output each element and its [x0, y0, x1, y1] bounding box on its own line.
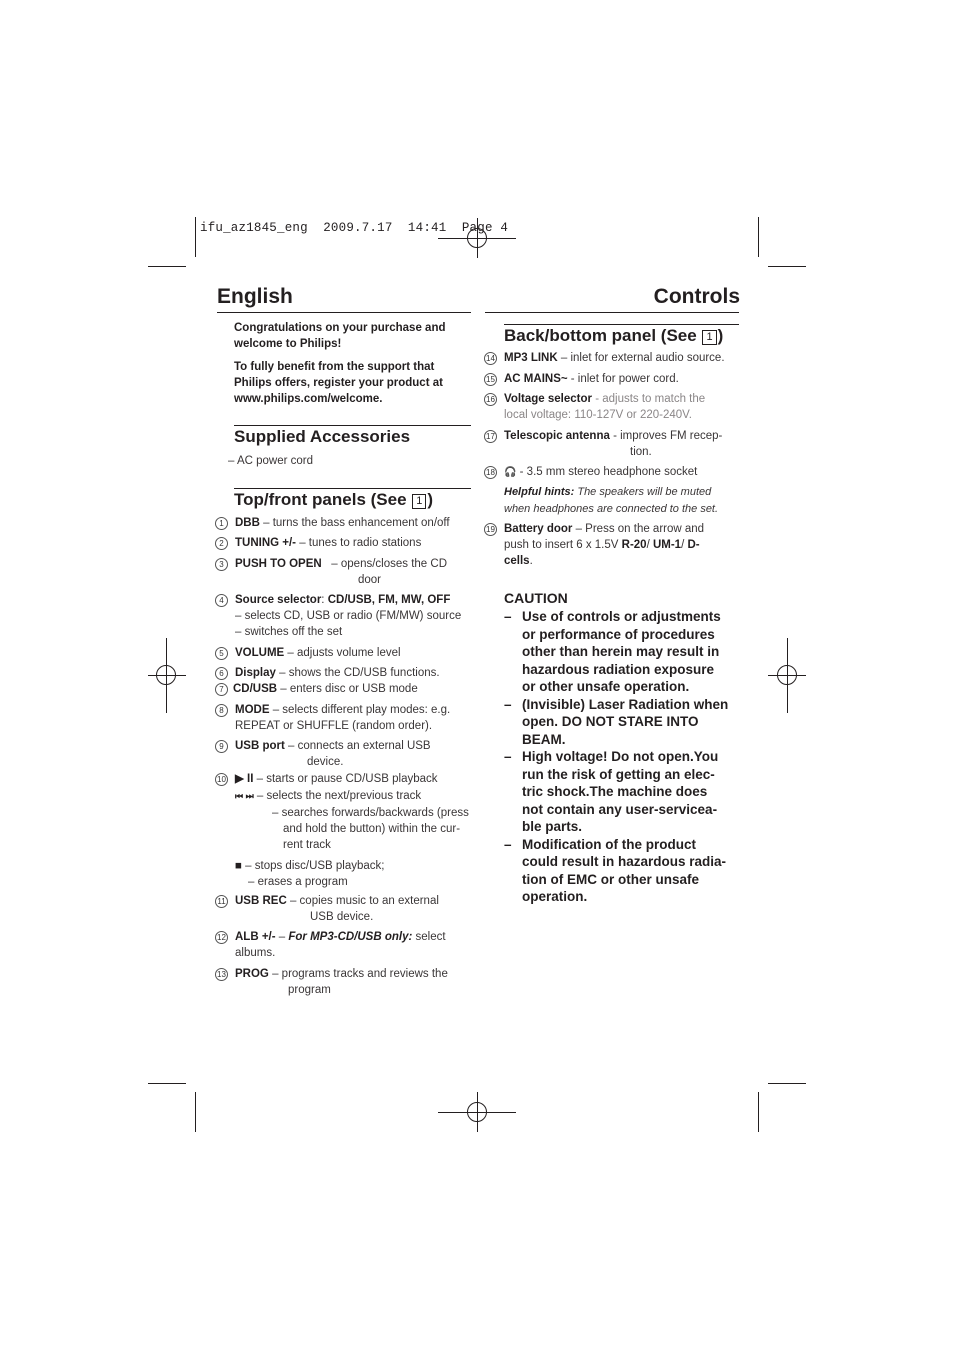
control-desc-cont: USB device. [310, 911, 374, 923]
title-rule-left [217, 312, 471, 313]
caution-line: ble parts. [522, 819, 583, 834]
caution-line: tion of EMC or other unsafe [522, 871, 699, 887]
control-item [504, 464, 697, 481]
control-item [235, 515, 450, 531]
battery-r20: R-20 [621, 539, 647, 551]
callout-number: 10 [215, 773, 228, 786]
control-item [235, 771, 438, 787]
control-name: Telescopic antenna [504, 430, 610, 442]
crop-mark [758, 1092, 759, 1132]
control-item [504, 391, 705, 407]
callout-number: 14 [484, 352, 497, 365]
print-header: ifu_az1845_eng 2009.7.17 14:41 Page 4 [200, 221, 509, 235]
control-name: VOLUME [235, 647, 285, 659]
control-item [235, 556, 447, 572]
control-desc: – copies music to an external [289, 895, 439, 907]
stop-desc: – stops disc/USB playback; [245, 860, 385, 872]
crop-mark [768, 1083, 806, 1084]
skip-desc-4: rent track [283, 839, 331, 851]
heading-text: Back/bottom panel (See [504, 326, 697, 345]
registration-line [787, 638, 788, 713]
battery-desc: push to insert 6 x 1.5V [504, 539, 619, 551]
control-desc: – inlet for external audio source. [560, 352, 725, 364]
control-name: AC MAINS~ [504, 373, 568, 385]
control-desc: – enters disc or USB mode [280, 683, 418, 695]
caution-dash: – [504, 836, 512, 852]
control-desc-cont: program [288, 984, 331, 996]
control-name: ALB +/- [235, 931, 276, 943]
caution-line: other than herein may result in [522, 644, 720, 659]
control-desc: – programs tracks and reviews the [272, 968, 448, 980]
callout-number: 18 [484, 466, 497, 479]
caution-line: run the risk of getting an elec- [522, 766, 715, 782]
supplied-item: – AC power cord [228, 455, 314, 467]
control-item [235, 592, 450, 608]
crop-mark [768, 266, 806, 267]
top-front-panels-heading [234, 490, 433, 510]
control-name: DBB [235, 517, 260, 529]
control-name-options: CD/USB, FM, MW, OFF [327, 594, 451, 606]
battery-d: D- [687, 539, 700, 551]
control-desc-italic: For MP3-CD/USB only: [288, 931, 413, 943]
caution-dash: – [504, 749, 512, 764]
control-item [235, 535, 421, 551]
caution-line: (Invisible) Laser Radiation when [522, 696, 729, 712]
caution-line: could result in hazardous radia- [522, 854, 727, 869]
registration-line [148, 675, 186, 676]
section-rule [504, 324, 739, 325]
section-rule [234, 425, 471, 426]
callout-number: 4 [215, 594, 228, 607]
crop-mark [195, 1092, 196, 1132]
control-desc-cont: REPEAT or SHUFFLE (random order). [235, 720, 433, 732]
skip-desc: – selects the next/previous track [256, 790, 422, 802]
control-item [235, 665, 440, 681]
control-desc-cont: cells. [504, 555, 533, 567]
callout-number: 9 [215, 740, 228, 753]
control-desc: - 3.5 mm stereo headphone socket [519, 466, 698, 478]
caution-heading: CAUTION [504, 590, 568, 606]
figure-ref: 1 [702, 330, 716, 345]
crop-mark [758, 217, 759, 257]
control-item [235, 702, 450, 718]
control-name: MP3 LINK [504, 352, 558, 364]
caution-line: or other unsafe operation. [522, 679, 690, 694]
control-desc: - improves FM recep- [613, 430, 723, 442]
stop-row [235, 858, 385, 874]
control-desc-cont: door [358, 574, 382, 586]
play-pause-icon: ▶ II [235, 773, 254, 785]
callout-number: 12 [215, 931, 228, 944]
control-desc-cont: push to insert 6 x 1.5V R-20/ UM-1/ D- [504, 539, 700, 551]
skip-prev-next-icon: ⏮ ⏭ [235, 791, 254, 801]
control-desc: – connects an external USB [288, 740, 431, 752]
control-name: USB port [235, 740, 285, 752]
hint-text: The speakers will be muted [577, 486, 712, 498]
control-desc-cont: – switches off the set [235, 626, 343, 638]
registration-line [166, 638, 167, 713]
callout-number: 11 [215, 895, 228, 908]
callout-number: 13 [215, 968, 228, 981]
control-name: Display [235, 667, 276, 679]
crop-mark [195, 217, 196, 257]
caution-line: tric shock.The machine does [522, 784, 708, 799]
control-desc: – tunes to radio stations [299, 537, 422, 549]
control-name: USB REC [235, 895, 287, 907]
caution-line: Modification of the product [522, 836, 696, 852]
caution-line: operation. [522, 889, 588, 904]
helpful-hint [504, 484, 711, 500]
control-item [235, 966, 448, 982]
control-desc-cont: albums. [235, 947, 276, 959]
intro-paragraph-2: To fully benefit from the support that Philips offers, register your product at www.philips.com/welcome. [234, 361, 443, 405]
battery-um1: UM-1 [652, 539, 682, 551]
callout-number: 5 [215, 647, 228, 660]
control-name: Voltage selector [504, 393, 592, 405]
control-name: MODE [235, 704, 270, 716]
control-item [504, 428, 722, 444]
figure-ref: 1 [412, 494, 426, 509]
control-item [504, 371, 679, 387]
control-sep: : [321, 594, 325, 606]
control-desc: - adjusts to match the [595, 393, 706, 405]
control-item: ALB +/- – For MP3-CD/USB only: select [235, 931, 446, 943]
caution-line: BEAM. [522, 731, 566, 747]
caution-line: not contain any user-servicea- [522, 801, 718, 817]
caution-line: Use of controls or adjustments [522, 609, 721, 624]
title-rule-right [485, 312, 739, 313]
skip-row [235, 788, 421, 804]
callout-number: 16 [484, 393, 497, 406]
control-desc: – shows the CD/USB functions. [279, 667, 440, 679]
control-desc: – opens/closes the CD [331, 558, 447, 570]
stop-icon: ■ [235, 860, 242, 872]
crop-mark [148, 266, 186, 267]
control-desc: select [415, 931, 446, 943]
control-desc: – starts or pause CD/USB playback [256, 773, 438, 785]
heading-close: ) [717, 326, 724, 345]
control-desc: – Press on the arrow and [575, 523, 705, 535]
callout-number: 8 [215, 704, 228, 717]
control-name: TUNING +/- [235, 537, 297, 549]
stop-desc-2: – erases a program [248, 876, 348, 888]
back-bottom-panel-heading [504, 326, 723, 346]
control-desc: – adjusts volume level [287, 647, 401, 659]
heading-close: ) [427, 490, 434, 509]
caution-line: open. DO NOT STARE INTO [522, 714, 699, 729]
control-item [235, 893, 439, 909]
hint-text-2: when headphones are connected to the set. [504, 503, 719, 515]
control-name: Source selector [235, 594, 322, 606]
crop-mark [148, 1083, 186, 1084]
control-desc: – selects different play modes: e.g. [272, 704, 451, 716]
caution-line: High voltage! Do not open.You [522, 749, 719, 764]
supplied-accessories-heading: Supplied Accessories [234, 427, 411, 446]
callout-number: 3 [215, 558, 228, 571]
control-name: PUSH TO OPEN [235, 558, 322, 570]
caution-line: or performance of procedures [522, 626, 715, 642]
page-title-section: Controls [653, 285, 740, 308]
control-desc-cont: tion. [630, 446, 652, 458]
control-item [235, 738, 431, 754]
control-item [504, 350, 725, 366]
heading-text: Top/front panels (See [234, 490, 407, 509]
intro-paragraph-1: Congratulations on your purchase and welcome to Philips! [234, 322, 446, 350]
caution-line: hazardous radiation exposure [522, 661, 715, 677]
control-name: Battery door [504, 523, 573, 535]
control-desc: – turns the bass enhancement on/off [263, 517, 450, 529]
caution-dash: – [504, 609, 512, 624]
control-item [235, 645, 401, 661]
control-name: CD/USB [233, 683, 278, 695]
control-desc-cont: device. [307, 756, 344, 768]
section-rule [234, 488, 471, 489]
skip-desc-2: – searches forwards/backwards (press [272, 807, 469, 819]
callout-number: 15 [484, 373, 497, 386]
callout-number: 19 [484, 523, 497, 536]
hint-label: Helpful hints: [504, 486, 575, 498]
callout-number: 2 [215, 537, 228, 550]
control-desc: - inlet for power cord. [570, 373, 679, 385]
skip-desc-3: and hold the button) within the cur- [283, 823, 461, 835]
control-desc: – selects CD, USB or radio (FM/MW) source [235, 610, 462, 622]
callout-number: 1 [215, 517, 228, 530]
callout-number: 7 [215, 683, 228, 696]
control-item [504, 521, 704, 537]
callout-number: 17 [484, 430, 497, 443]
headphone-icon: 🎧 [504, 467, 517, 478]
page-title-language: English [217, 285, 293, 308]
control-desc-cont: local voltage: 110-127V or 220-240V. [504, 409, 692, 421]
registration-line [477, 1092, 478, 1132]
battery-cells: cells [504, 555, 530, 567]
control-item [233, 681, 418, 697]
callout-number: 6 [215, 667, 228, 680]
caution-dash: – [504, 696, 512, 712]
control-name: PROG [235, 968, 269, 980]
